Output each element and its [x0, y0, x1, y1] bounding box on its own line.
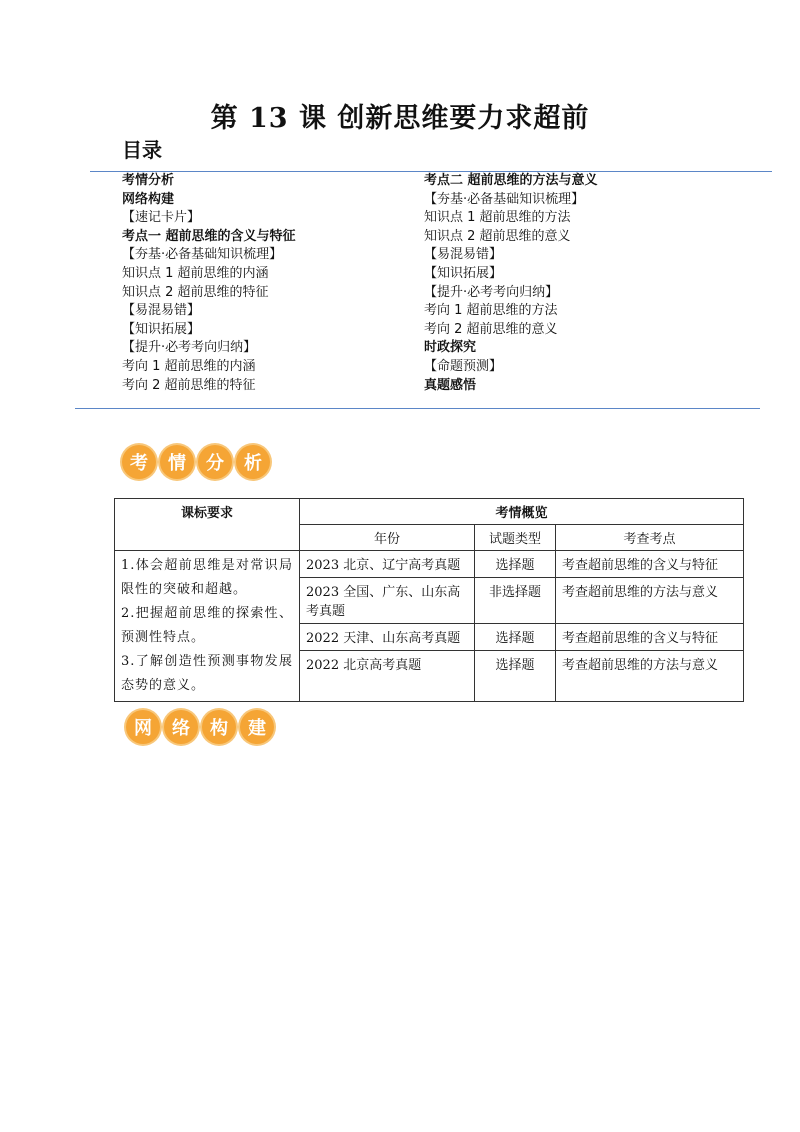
toc-entry[interactable]: 【知识拓展】	[424, 265, 503, 281]
col-header-overview: 考情概览	[300, 499, 744, 525]
requirement-item: 1.体会超前思维是对常识局限性的突破和超越。	[121, 558, 293, 597]
requirement-item: 3.了解创造性预测事物发展态势的意义。	[121, 654, 293, 693]
requirements-cell	[115, 551, 300, 702]
toc-heading: 目录	[122, 138, 162, 162]
toc-entry[interactable]: 知识点 1 超前思维的方法	[424, 210, 571, 226]
toc-bottom-rule	[75, 408, 760, 409]
toc-entry[interactable]: 【速记卡片】	[122, 210, 201, 226]
badge-character: 络	[164, 710, 198, 744]
toc-entry[interactable]: 【夯基·必备基础知识梳理】	[424, 191, 585, 207]
toc-entry[interactable]: 真题感悟	[424, 377, 477, 393]
col-header-requirements: 课标要求	[115, 499, 300, 551]
toc-entry[interactable]: 知识点 1 超前思维的内涵	[122, 265, 269, 281]
sub-header-year: 年份	[300, 525, 475, 551]
badge-character: 建	[240, 710, 274, 744]
toc-entry[interactable]: 【提升·必考考向归纳】	[424, 284, 559, 300]
badge-character: 考	[122, 445, 156, 479]
badge-character: 网	[126, 710, 160, 744]
type-cell: 选择题	[475, 551, 556, 578]
toc-entry[interactable]: 考向 2 超前思维的特征	[122, 377, 256, 393]
toc-entry[interactable]: 知识点 2 超前思维的意义	[424, 228, 571, 244]
type-cell: 非选择题	[475, 577, 556, 623]
year-cell: 2023 全国、广东、山东高考真题	[300, 577, 475, 623]
toc-entry[interactable]: 考点二 超前思维的方法与意义	[424, 173, 598, 188]
point-cell: 考查超前思维的方法与意义	[556, 651, 744, 702]
toc-entry[interactable]: 考向 1 超前思维的内涵	[122, 358, 256, 374]
toc-entry[interactable]: 网络构建	[122, 191, 175, 207]
sub-header-point: 考查考点	[556, 525, 744, 551]
section-badge-analysis	[122, 445, 270, 479]
year-cell: 2022 天津、山东高考真题	[300, 624, 475, 651]
exam-analysis-table	[114, 498, 744, 702]
point-cell: 考查超前思维的方法与意义	[556, 577, 744, 623]
toc-entry[interactable]: 考向 1 超前思维的方法	[424, 303, 558, 319]
type-cell: 选择题	[475, 651, 556, 702]
point-cell: 考查超前思维的含义与特征	[556, 624, 744, 651]
badge-character: 情	[160, 445, 194, 479]
badge-character: 析	[236, 445, 270, 479]
toc-entry[interactable]: 【夯基·必备基础知识梳理】	[122, 247, 283, 263]
badge-character: 分	[198, 445, 232, 479]
year-cell: 2022 北京高考真题	[300, 651, 475, 702]
toc-entry[interactable]: 【命题预测】	[424, 358, 503, 374]
type-cell: 选择题	[475, 624, 556, 651]
toc-entry[interactable]: 时政探究	[424, 340, 477, 356]
toc-entry[interactable]: 考情分析	[122, 173, 175, 188]
toc-entry[interactable]: 【知识拓展】	[122, 321, 201, 337]
year-cell: 2023 北京、辽宁高考真题	[300, 551, 475, 578]
section-badge-network	[126, 710, 274, 744]
sub-header-type: 试题类型	[475, 525, 556, 551]
badge-character: 构	[202, 710, 236, 744]
toc-entry[interactable]: 【提升·必考考向归纳】	[122, 340, 257, 356]
toc-left-column	[122, 172, 296, 395]
toc-entry[interactable]: 知识点 2 超前思维的特征	[122, 284, 269, 300]
toc-entry[interactable]: 考向 2 超前思维的意义	[424, 321, 558, 337]
page-title: 第 13 课 创新思维要力求超前	[210, 103, 590, 134]
point-cell: 考查超前思维的含义与特征	[556, 551, 744, 578]
toc-entry[interactable]: 【易混易错】	[424, 247, 503, 263]
requirement-item: 2.把握超前思维的探索性、预测性特点。	[121, 606, 293, 645]
toc-entry[interactable]: 【易混易错】	[122, 303, 201, 319]
toc-entry[interactable]: 考点一 超前思维的含义与特征	[122, 228, 296, 244]
toc-right-column	[424, 172, 598, 395]
